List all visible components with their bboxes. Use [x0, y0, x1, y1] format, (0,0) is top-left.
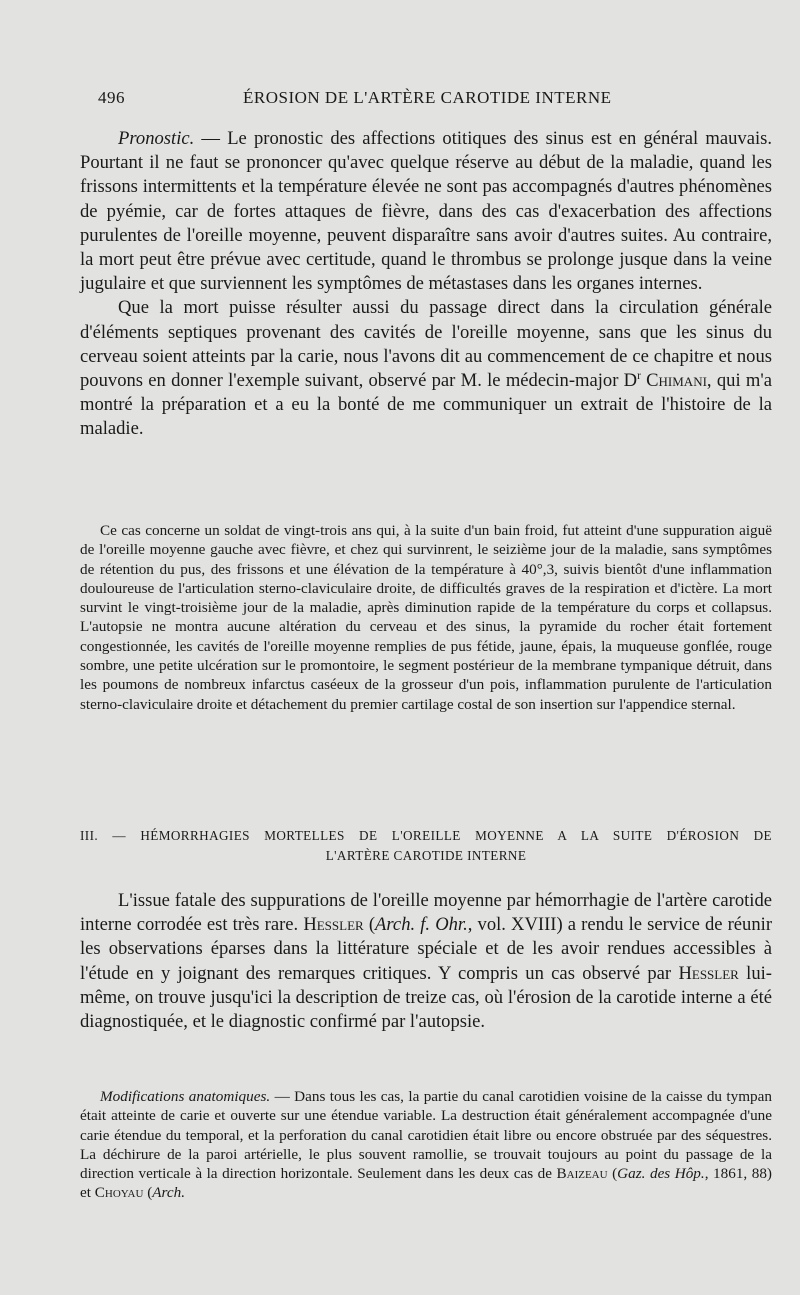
anatomy-text-c: , 1861, 88) et [80, 1165, 772, 1202]
running-head [98, 88, 638, 114]
doctor-abbrev-sup: r [637, 369, 641, 382]
anatomy-paragraph [80, 1087, 772, 1203]
hessler-text-c: , vol. XVIII) a rendu le service de réunir les observations éparses dans la littérature spéciale et de les avoir rendues accessibles à l'étude en y joignant des remarques critiques. Y compris un cas observé par [80, 914, 773, 984]
journal-gaz-hop: Gaz. des Hôp. [617, 1165, 705, 1183]
septic-passage-text-end: , qui m'a montré la préparation et a eu la bonté de me communiquer un extrait de l'histoire de la maladie. [80, 370, 772, 440]
anatomy-text-b: ( [607, 1165, 618, 1183]
prognosis-text: — Le pronostic des affections otitiques des sinus est en général mauvais. Pourtant il ne faut se prononcer qu'avec quelque réserve au début de la maladie, quand les frissons intermittents et la température élevée ne sont pas accompagnés d'autres phénomènes de pyémie, car de fortes attaques de fièvre, dans des cas d'exacerbation des affections purulentes de l'oreille moyenne, peuvent disparaître sans avoir d'autres suites. Au contraire, la mort peut être prévue avec certitude, quand le thrombus se prolonge jusque dans la veine jugulaire et que surviennent les symptômes de métastases dans les organes internes. [80, 128, 772, 295]
journal-arch: Arch. [152, 1184, 186, 1202]
journal-arch-ohr: Arch. f. Ohr. [375, 914, 468, 936]
septic-passage-text: Que la mort puisse résulter aussi du passage direct dans la circulation générale d'éléments septiques provenant des cavités de l'oreille moyenne, sans que les sinus du cerveau soient atteints par la carie, nous l'avons dit au commencement de ce chapitre et nous pouvons en donner l'exemple suivant, observé par M. le médecin-major D [80, 297, 772, 392]
case-report-section [80, 521, 772, 714]
page-number: 496 [98, 88, 125, 107]
author-name-chimani: Chimani [646, 370, 707, 392]
anatomy-text-d: ( [143, 1184, 153, 1202]
hessler-section [80, 889, 772, 1034]
section-heading-line1: III. — HÉMORRHAGIES MORTELLES DE L'OREILLE MOYENNE A LA SUITE D'ÉROSION DE [80, 828, 772, 843]
section-heading [80, 826, 772, 866]
running-title: ÉROSION DE L'ARTÈRE CAROTIDE INTERNE [243, 88, 612, 107]
prognosis-paragraph [80, 127, 772, 296]
hessler-text-a: L'issue fatale des suppurations de l'oreille moyenne par hémorrhagie de l'artère carotide interne corrodée est très rare. [80, 890, 772, 936]
author-name-hessler: Hessler [303, 914, 364, 936]
prognosis-label: Pronostic. [118, 128, 195, 149]
septic-passage-paragraph [80, 296, 772, 441]
author-name-hessler-2: Hessler [678, 962, 739, 984]
author-name-choyau: Choyau [94, 1184, 144, 1202]
anatomy-text-a: — Dans tous les cas, la partie du canal carotidien voisine de la caisse du tympan était atteinte de carie et ouverte sur une étendue variable. La destruction était généralement accompagnée d'une carie étendue du temporal, et la perforation du canal carotidien était libre ou encore obstruée par des séquestres. La déchirure de la paroi artérielle, le plus souvent ramollie, se trouvait toujours au point du passage de la direction verticale à la direction horizontale. Seulement dans les deux cas de [80, 1088, 772, 1183]
case-report-paragraph: Ce cas concerne un soldat de vingt-trois ans qui, à la suite d'un bain froid, fut atteint d'une suppuration aiguë de l'oreille moyenne gauche avec fièvre, et chez qui survinrent, le seizième jour de la maladie, sans symptômes de rétention du pus, des frissons et une élévation de la température à 40°,3, suivis bientôt d'une inflammation douloureuse de l'articulation sterno-claviculaire droite, de difficultés graves de la respiration et d'ictère. La mort survint le vingt-troisième jour de la maladie, après diminution rapide de la température du corps et collapsus. L'autopsie ne montra aucune altération du cerveau et des sinus, la pyramide du rocher était fortement congestionnée, les cavités de l'oreille moyenne remplies de pus fétide, jaune, épais, la muqueuse gonflée, rouge sombre, une petite ulcération sur le promontoire, le segment postérieur de la membrane tympanique détruit, dans les poumons de nombreux infarctus caséeux de la grosseur d'un pois, inflammation purulente de l'articulation sterno-claviculaire droite et détachement du premier cartilage costal de son insertion sur l'appendice sternal. [80, 522, 772, 713]
section-heading-line2: L'ARTÈRE CAROTIDE INTERNE [325, 848, 527, 863]
prognosis-section [80, 127, 772, 442]
anatomy-label: Modifications anatomiques. [100, 1088, 271, 1105]
hessler-text-d: lui-même, on trouve jusqu'ici la description de treize cas, où l'érosion de la carotide interne a été diagnostiquée, et le diagnostic confirmé par l'autopsie. [80, 962, 772, 1033]
author-name-baizeau: Baizeau [556, 1165, 608, 1183]
anatomy-section [80, 1087, 772, 1203]
hessler-paragraph [80, 889, 772, 1034]
hessler-text-b: ( [363, 914, 376, 936]
